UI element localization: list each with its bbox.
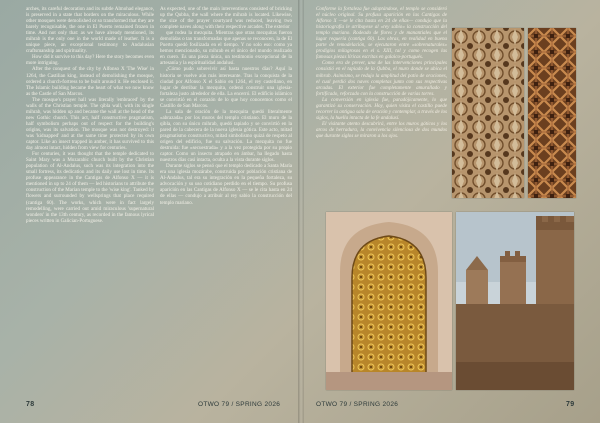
paragraph: Como era de prever, una de las intervenciones principales consistió en el tapiado de la Qubba, el muro donde se ubica el mihrab. Asimismo, se redujo la amplitud del patio de oraciones, el cual perdió dos naves completas junto con sus respectivas arcadas. El exterior fue completamente amurallado y fortificado, reforzado con la construcción de varias torres. <box>316 60 447 97</box>
paragraph: arches, its careful decoration and its subtle Almohad elegance, is preserved in a state that borders on the miraculous. While other mosques were demolished or so transformed that they are barely recognisable, the one in El Puerto remained frozen in time. And not only that: as we have already mentioned, its mihrab is the only one in the world made of leather. It is a unique piece, an exceptional testimony to Andalusian craftsmanship and spirituality. <box>26 6 154 55</box>
page-gutter <box>298 0 304 423</box>
paragraph: que rodea la mezquita. Mientras que otras mezquitas fueron demolidas o tan transformadas que apenas se reconocen, la de El Puerto quedó fosilizada en el tiempo. Y no solo eso: como ya hemos mencionado, su mihrab es el único del mundo realizado en cuero. Es una pieza única, un testimonio excepcional de la artesanía y la espiritualidad andalusí. <box>160 30 292 67</box>
left-page-column-2 <box>160 6 292 390</box>
paragraph: La conversión en iglesia fue, paradójicamente, lo que garantizó su conservación. Hoy, quien visita el castillo puede recorrer la antigua sala de oración y contemplar, a través de los siglos, la huella intacta de la fe andalusí. <box>316 96 447 121</box>
castle-towers-photo <box>456 212 574 390</box>
paragraph: The mosque's prayer hall was literally 'embraced' by the walls of the Christian temple. The qibla wall, with its single mihrab, was hidden up and became the wall at the head of the new Gothic church. This act, half constructive pragmatism, half symbolism perhaps out of respect for the building's origins, was its salvation. The mosque was not destroyed: it was 'kidnapped' and at the same time protected by its own captor. Like an insect trapped in amber, it has survived to this day almost intact, hidden from view for centuries. <box>26 96 154 152</box>
paragraph: ¿Cómo pudo sobrevivir así hasta nuestros días? Aquí la historia se vuelve aún más interesante. Tras la conquista de la ciudad por Alfonso X el Sabio en 1264, el rey castellano, en lugar de derribar la mezquita, ordenó construir una iglesia-fortaleza justo alrededor de ella. La encerró. El edificio islámico se convirtió en el corazón de lo que hoy conocemos como el Castillo de San Marcos. <box>160 66 292 109</box>
ornamental-stucco-photo <box>452 28 524 198</box>
paragraph: Durante siglos se pensó que el templo dedicado a Santa María era una iglesia mozárabe, construida por población cristiana de Al-Andalus, tal era su integración en la pequeña fortaleza, su advocación y su uso cotidiano perdido en el tiempo. Su profusa aparición en las Cantigas de Alfonso X — se le cita hasta en 24 de ellas — condujo a atribuir al rey sabio la construcción del templo mariano. <box>160 163 292 206</box>
paragraph: El visitante atento descubrirá, entre los muros góticos y los arcos de herradura, la convivencia silenciosa de dos mundos que durante siglos se miraron a los ojos. <box>316 120 447 139</box>
paragraph: La sala de oración de la mezquita quedó literalmente «abrazada» por los muros del templo cristiano. El muro de la qibla, con su único mihrab, quedó tapiado y se convirtió en la pared de la cabecera de la nueva iglesia gótica. Este acto, mitad pragmatismo constructivo, mitad simbolismo quizá de respeto al origen del edificio, fue su salvación. La mezquita no fue destruida: fue «secuestrada» y a la vez protegida por su propio captor. Como un insecto atrapado en ámbar, ha llegado hasta nuestros días casi intacta, oculta a la vista durante siglos. <box>160 108 292 164</box>
left-page-column-1 <box>26 6 154 390</box>
paragraph: How did it survive to this day? Here the story becomes even more intriguing. <box>26 54 154 67</box>
paragraph: For centuries, it was thought that the temple dedicated to Saint Mary was a Mozarabic church built by the Christian population of Al-Andalus, such was its integration into the small fortress, its dedication and its daily use lost in time. Its profuse appearance in the Cantigas de Alfonso X — it is mentioned in up to 24 of them — led historians to attribute the construction of the Marian temple to the 'wise king'. Tanked by flowers and surrounded by wellsprings that place required (cantiga 60). The works, which were in fact largely remodelling, were carried out amid miraculous 'supernatural wonders' in the 13th century, as recorded in the famous lyrical pieces written in Galician-Portuguese. <box>26 151 154 224</box>
issue-label-right: OTWO 79 / SPRING 2026 <box>316 401 399 408</box>
paragraph: As expected, one of the main interventions consisted of bricking up the Qubba, the wall where the mihrab is located. Likewise, the size of the prayer courtyard was reduced, leaving two complete naves along with their respective arcades. The exterior <box>160 6 292 31</box>
paragraph: After the conquest of the city by Alfonso X 'The Wise' in 1264, the Castilian king, instead of demolishing the mosque, ordered a church-fortress to be built around it. He enclosed it. The Islamic building became the heart of what we now know as the Castle of San Marcos. <box>26 66 154 97</box>
paragraph: Conforme la fortaleza fue adaptándose, el templo se consideró el núcleo original. Su profusa aparición en las Cantigas de Alfonso X —se le cita hasta en 24 de ellas— condujo que la historiografía le atribuyese al «rey sabio» la construcción del templo mariano. Rodeado de flores y de manantiales que el lugar requería (cantiga 60). Las obras, en realidad en buena parte de remodelación, se ejecutaron entre «sobrenaturales» prodigios milagrosos en el s. XIII, tal y como recogen las famosas piezas líricas escritas en galaico-portugués. <box>316 6 447 61</box>
golden-mihrab-photo <box>326 212 452 390</box>
page-number-left: 78 <box>26 401 35 408</box>
page-number-right: 79 <box>566 401 575 408</box>
issue-label-left: OTWO 79 / SPRING 2026 <box>198 401 281 408</box>
wooden-lattice-photo <box>528 28 576 198</box>
